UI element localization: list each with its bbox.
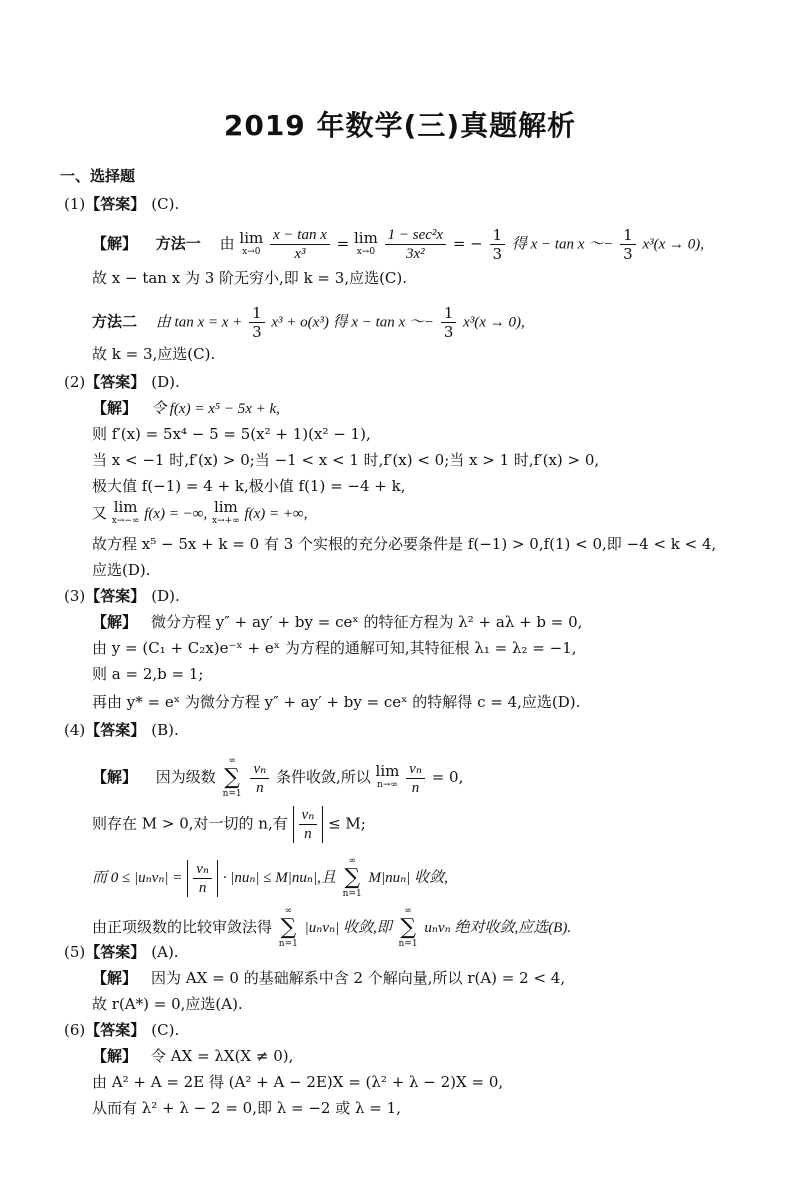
q1-method1-line: 【解】 方法一 由 lim x→0 $\frac{\text{x − tan x}}{\text{x³}}$ = lim x→0 $\frac{\text{1 − sec²x}}{\text{3x²}}$ = − $\frac{1}{3}$ 得 x − tan x ～− $\frac{1}{3}$ x³(x → 0),	[92, 226, 704, 263]
q3-line4: 再由 y* = eˣ 为微分方程 y″ + ay′ + by = ceˣ 的特解得 c = 4,应选(D).	[92, 693, 581, 711]
fraction: $\frac{1}{3}$	[620, 226, 636, 263]
q1-answer: (C).	[151, 195, 180, 213]
q2-line7: 应选(D).	[92, 561, 151, 579]
summation-symbol: ∞ ∑ n=1	[278, 906, 298, 949]
q5-number: (5)	[64, 943, 86, 961]
q2-line6: 故方程 x⁵ − 5x + k = 0 有 3 个实根的充分必要条件是 f(−1) > 0,f(1) < 0,即 −4 < k < 4,	[92, 535, 717, 553]
limit-operator: lim x→+∞	[212, 498, 240, 526]
page-title: 2019 年数学(三)真题解析	[223, 109, 577, 142]
q2-line4: 极大值 f(−1) = 4 + k,极小值 f(1) = −4 + k,	[92, 477, 406, 495]
q6-number: (6)	[64, 1021, 86, 1039]
summation-symbol: ∞ ∑ n=1	[398, 906, 418, 949]
q3-line3: 则 a = 2,b = 1;	[92, 665, 204, 683]
q4-line4: 由正项级数的比较审敛法得 ∞ ∑ n=1 |uₙvₙ| 收敛,即 ∞ ∑ n=1 uₙvₙ 绝对收敛,应选(B).	[92, 906, 572, 949]
method1-label: 方法一	[155, 234, 201, 253]
q5-line1: 【解】 因为 AX = 0 的基础解系中含 2 个解向量,所以 r(A) = 2 < 4,	[92, 969, 566, 987]
q4-answer-line: (4)【答案】 (B).	[64, 721, 179, 739]
q3-answer-line: (3)【答案】 (D).	[64, 587, 180, 605]
q2-line1: 【解】 令 f(x) = x⁵ − 5x + k,	[92, 399, 280, 417]
q4-line1: 【解】 因为级数 ∞ ∑ n=1 $\frac{\text{vₙ}}{n}$ 条件收敛,所以 lim n→∞ $\frac{\text{vₙ}}{n}$ = 0,	[92, 756, 464, 799]
fraction: $\frac{\text{1 − sec²x}}{\text{3x²}}$	[385, 226, 446, 263]
q5-answer: (A).	[151, 943, 179, 961]
method2-label: 方法二	[92, 312, 138, 331]
q6-answer: (C).	[151, 1021, 180, 1039]
q6-line3: 从而有 λ² + λ − 2 = 0,即 λ = −2 或 λ = 1,	[92, 1099, 401, 1117]
q1-number: (1)	[64, 195, 86, 213]
q2-line3: 当 x < −1 时,f′(x) > 0;当 −1 < x < 1 时,f′(x) < 0;当 x > 1 时,f′(x) > 0,	[92, 451, 600, 469]
q3-number: (3)	[64, 587, 86, 605]
section-heading: 一、选择题	[60, 167, 136, 185]
q5-answer-line: (5)【答案】 (A).	[64, 943, 179, 961]
q1-text: 由	[219, 234, 235, 253]
q3-line2: 由 y = (C₁ + C₂x)e⁻ˣ + eˣ 为方程的通解可知,其特征根 λ₁ = λ₂ = −1,	[92, 639, 577, 657]
q5-line2: 故 r(A*) = 0,应选(A).	[92, 995, 243, 1013]
absolute-value: $\frac{\text{vₙ}}{n}$	[187, 860, 218, 897]
q4-line3: 而 0 ≤ |uₙvₙ| = $\frac{\text{vₙ}}{n}$ · |nuₙ| ≤ M|nuₙ|,且 ∞ ∑ n=1 M|nuₙ| 收敛,	[92, 856, 448, 899]
solution-label: 【解】	[92, 234, 138, 253]
fraction: $\frac{1}{3}$	[249, 304, 265, 341]
limit-operator: lim n→∞	[375, 762, 400, 790]
q1-line2: 故 x − tan x 为 3 阶无穷小,即 k = 3,应选(C).	[92, 269, 408, 287]
limit-operator: lim x→0	[239, 228, 264, 257]
q4-answer: (B).	[151, 721, 179, 739]
q6-answer-line: (6)【答案】 (C).	[64, 1021, 180, 1039]
q3-line1: 【解】 微分方程 y″ + ay′ + by = ceˣ 的特征方程为 λ² + aλ + b = 0,	[92, 613, 583, 631]
q2-number: (2)	[64, 373, 86, 391]
q4-line2: 则存在 M > 0,对一切的 n,有 $\frac{\text{vₙ}}{n}$ ≤ M;	[92, 807, 366, 842]
q4-number: (4)	[64, 721, 86, 739]
q3-answer: (D).	[151, 587, 180, 605]
fraction: $\frac{1}{3}$	[490, 226, 506, 263]
q2-line5: 又 lim x→−∞ f(x) = −∞, lim x→+∞ f(x) = +∞,	[92, 498, 308, 526]
answer-label: 【答案】	[85, 195, 146, 213]
q2-line2: 则 f′(x) = 5x⁴ − 5 = 5(x² + 1)(x² − 1),	[92, 425, 371, 443]
q1-answer-line	[64, 194, 179, 214]
q2-answer-line: (2)【答案】 (D).	[64, 373, 180, 391]
q1-method2-line: 方法二 由 tan x = x + $\frac{1}{3}$ x³ + o(x³) 得 x − tan x ～− $\frac{1}{3}$ x³(x → 0),	[92, 304, 525, 341]
q6-line1: 【解】 令 AX = λX(X ≠ 0),	[92, 1047, 294, 1065]
fraction: $\frac{\text{x − tan x}}{\text{x³}}$	[270, 226, 330, 263]
fraction: $\frac{\text{vₙ}}{n}$	[406, 760, 425, 797]
absolute-value: $\frac{\text{vₙ}}{n}$	[293, 806, 324, 843]
q1-line4: 故 k = 3,应选(C).	[92, 345, 216, 363]
summation-symbol: ∞ ∑ n=1	[342, 856, 362, 899]
limit-operator: lim x→0	[354, 228, 378, 257]
summation-symbol: ∞ ∑ n=1	[222, 756, 242, 799]
limit-operator: lim x→−∞	[111, 498, 140, 526]
fraction: $\frac{1}{3}$	[441, 304, 457, 341]
q2-answer: (D).	[151, 373, 180, 391]
q6-line2: 由 A² + A = 2E 得 (A² + A − 2E)X = (λ² + λ − 2)X = 0,	[92, 1073, 504, 1091]
fraction: $\frac{\text{vₙ}}{n}$	[250, 760, 269, 797]
